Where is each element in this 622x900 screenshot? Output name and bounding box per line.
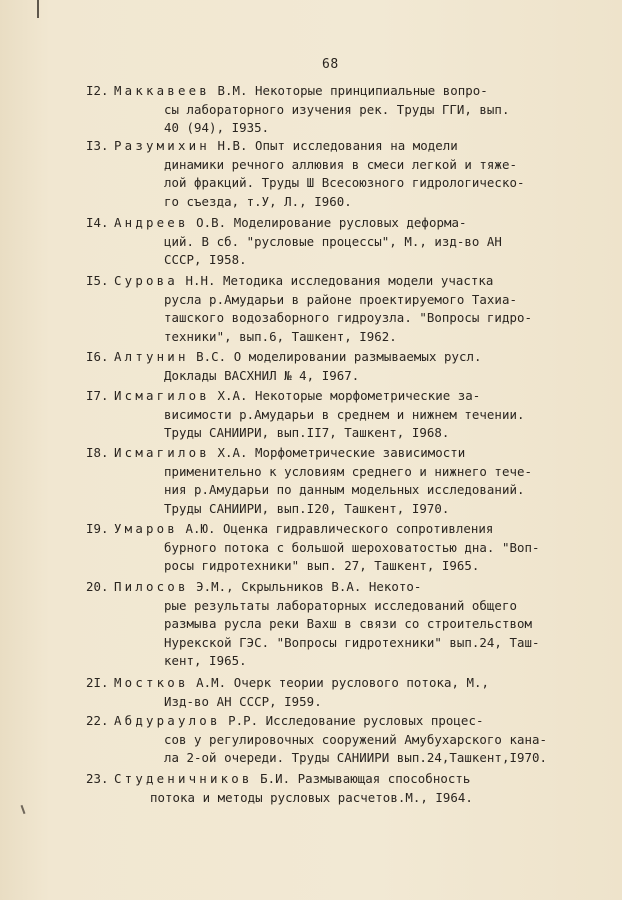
entry-continuation-line: ния р.Амударьи по данным модельных исследований. <box>164 482 525 498</box>
bibliography-entry <box>86 770 586 807</box>
entry-continuation-line: висимости р.Амударьи в среднем и нижнем течении. <box>164 406 525 422</box>
bibliography-entry <box>86 674 586 711</box>
entry-first-line <box>86 137 586 156</box>
entry-number: 23. <box>86 771 109 786</box>
entry-text: Х.А. Морфометрические зависимости <box>217 445 466 460</box>
entry-continuation-line: Доклады ВАСХНИЛ № 4, I967. <box>164 367 360 383</box>
bibliography-entry <box>86 444 586 518</box>
entry-first-line <box>86 272 586 291</box>
entry-continuation-line: ташского водозаборного гидроузла. "Вопросы гидро- <box>164 310 532 326</box>
entry-author: Студеничников <box>114 771 253 786</box>
entry-number: I9. <box>86 521 109 536</box>
entry-number: I6. <box>86 349 109 364</box>
entry-text: В.М. Некоторые принципиальные вопро- <box>217 83 488 98</box>
pen-mark-top <box>37 0 39 18</box>
entry-text: Э.М., Скрыльников В.А. Некото- <box>196 579 422 594</box>
entry-first-line <box>86 444 586 463</box>
entry-author: Исмагилов <box>114 388 210 403</box>
entry-continuation-line: потока и методы русловых расчетов.М., I964. <box>150 789 473 805</box>
entry-first-line <box>86 578 586 597</box>
entry-author: Сурова <box>114 273 178 288</box>
entry-continuation-line: лой фракций. Труды Ш Всесоюзного гидрологическо- <box>164 175 525 191</box>
entry-continuation-line: динамики речного аллювия в смеси легкой и тяже- <box>164 156 517 172</box>
entry-number: I8. <box>86 445 109 460</box>
entry-continuation-line: техники", вып.6, Ташкент, I962. <box>164 328 397 344</box>
entry-number: I7. <box>86 388 109 403</box>
entry-continuation-line: сы лабораторного изучения рек. Труды ГГИ, вып. <box>164 101 510 117</box>
entry-text: О.В. Моделирование русловых деформа- <box>196 215 467 230</box>
bibliography-entry <box>86 712 586 768</box>
entry-first-line <box>86 348 586 367</box>
bibliography-entry <box>86 272 586 346</box>
entry-author: Разумихин <box>114 138 210 153</box>
entry-continuation-line: Изд-во АН СССР, I959. <box>164 693 322 709</box>
entry-number: 22. <box>86 713 109 728</box>
entry-continuation-line: Труды САНИИРИ, вып.I20, Ташкент, I970. <box>164 500 450 516</box>
page-number: 68 <box>322 57 339 72</box>
entry-continuation-line: кент, I965. <box>164 653 247 669</box>
entry-continuation-line: применительно к условиям среднего и нижнего тече- <box>164 463 532 479</box>
entry-continuation-line: размыва русла реки Вахш в связи со строительством <box>164 616 532 632</box>
bibliography-entry <box>86 214 586 270</box>
entry-first-line <box>86 214 586 233</box>
bibliography-entry <box>86 137 586 211</box>
entry-first-line <box>86 520 586 539</box>
entry-number: I2. <box>86 83 109 98</box>
entry-author: Умаров <box>114 521 178 536</box>
entry-continuation-line: СССР, I958. <box>164 252 247 268</box>
entry-first-line <box>86 712 586 731</box>
entry-first-line <box>86 674 586 693</box>
entry-author: Алтунин <box>114 349 189 364</box>
entry-continuation-line: росы гидротехники" вып. 27, Ташкент, I965. <box>164 558 480 574</box>
entry-continuation-line: сов у регулировочных сооружений Амубухарского кана- <box>164 731 547 747</box>
bibliography-entry <box>86 348 586 385</box>
entry-continuation-line: бурного потока с большой шероховатостью дна. "Воп- <box>164 539 540 555</box>
entry-text: А.М. Очерк теории руслового потока, М., <box>196 675 490 690</box>
entry-continuation-line: ций. В сб. "русловые процессы", М., изд-во АН <box>164 233 502 249</box>
entry-number: I5. <box>86 273 109 288</box>
entry-author: Мостков <box>114 675 189 690</box>
entry-first-line <box>86 770 586 789</box>
entry-continuation-line: русла р.Амударьи в районе проектируемого Тахиа- <box>164 291 517 307</box>
entry-number: 2I. <box>86 675 109 690</box>
entry-author: Абдураулов <box>114 713 221 728</box>
entry-number: I3. <box>86 138 109 153</box>
entry-first-line <box>86 387 586 406</box>
bibliography-entry <box>86 578 586 671</box>
entry-text: Х.А. Некоторые морфометрические за- <box>217 388 481 403</box>
entry-continuation-line: Нурекской ГЭС. "Вопросы гидротехники" вып.24, Таш- <box>164 634 540 650</box>
entry-author: Пилосов <box>114 579 189 594</box>
entry-continuation-line: ла 2-ой очереди. Труды САНИИРИ вып.24,Ташкент,I970. <box>164 750 547 766</box>
entry-first-line <box>86 82 586 101</box>
entry-text: Б.И. Размывающая способность <box>260 771 471 786</box>
entry-author: Андреев <box>114 215 189 230</box>
bibliography-entry <box>86 82 586 138</box>
entry-text: Н.В. Опыт исследования на модели <box>217 138 458 153</box>
entry-continuation-line: рые результаты лабораторных исследований общего <box>164 597 517 613</box>
entry-text: В.С. О моделировании размываемых русл. <box>196 349 482 364</box>
entry-author: Исмагилов <box>114 445 210 460</box>
bibliography-entry <box>86 520 586 576</box>
entry-text: Р.Р. Исследование русловых процес- <box>228 713 484 728</box>
entry-continuation-line: го съезда, т.У, Л., I960. <box>164 193 352 209</box>
entry-author: Маккавеев <box>114 83 210 98</box>
entry-continuation-line: 40 (94), I935. <box>164 120 270 136</box>
entry-text: А.Ю. Оценка гидравлического сопротивления <box>185 521 494 536</box>
bibliography-entry <box>86 387 586 443</box>
pen-mark-left <box>21 805 26 814</box>
entry-number: 20. <box>86 579 109 594</box>
entry-continuation-line: Труды САНИИРИ, вып.II7, Ташкент, I968. <box>164 425 450 441</box>
entry-text: Н.Н. Методика исследования модели участка <box>185 273 494 288</box>
entry-number: I4. <box>86 215 109 230</box>
